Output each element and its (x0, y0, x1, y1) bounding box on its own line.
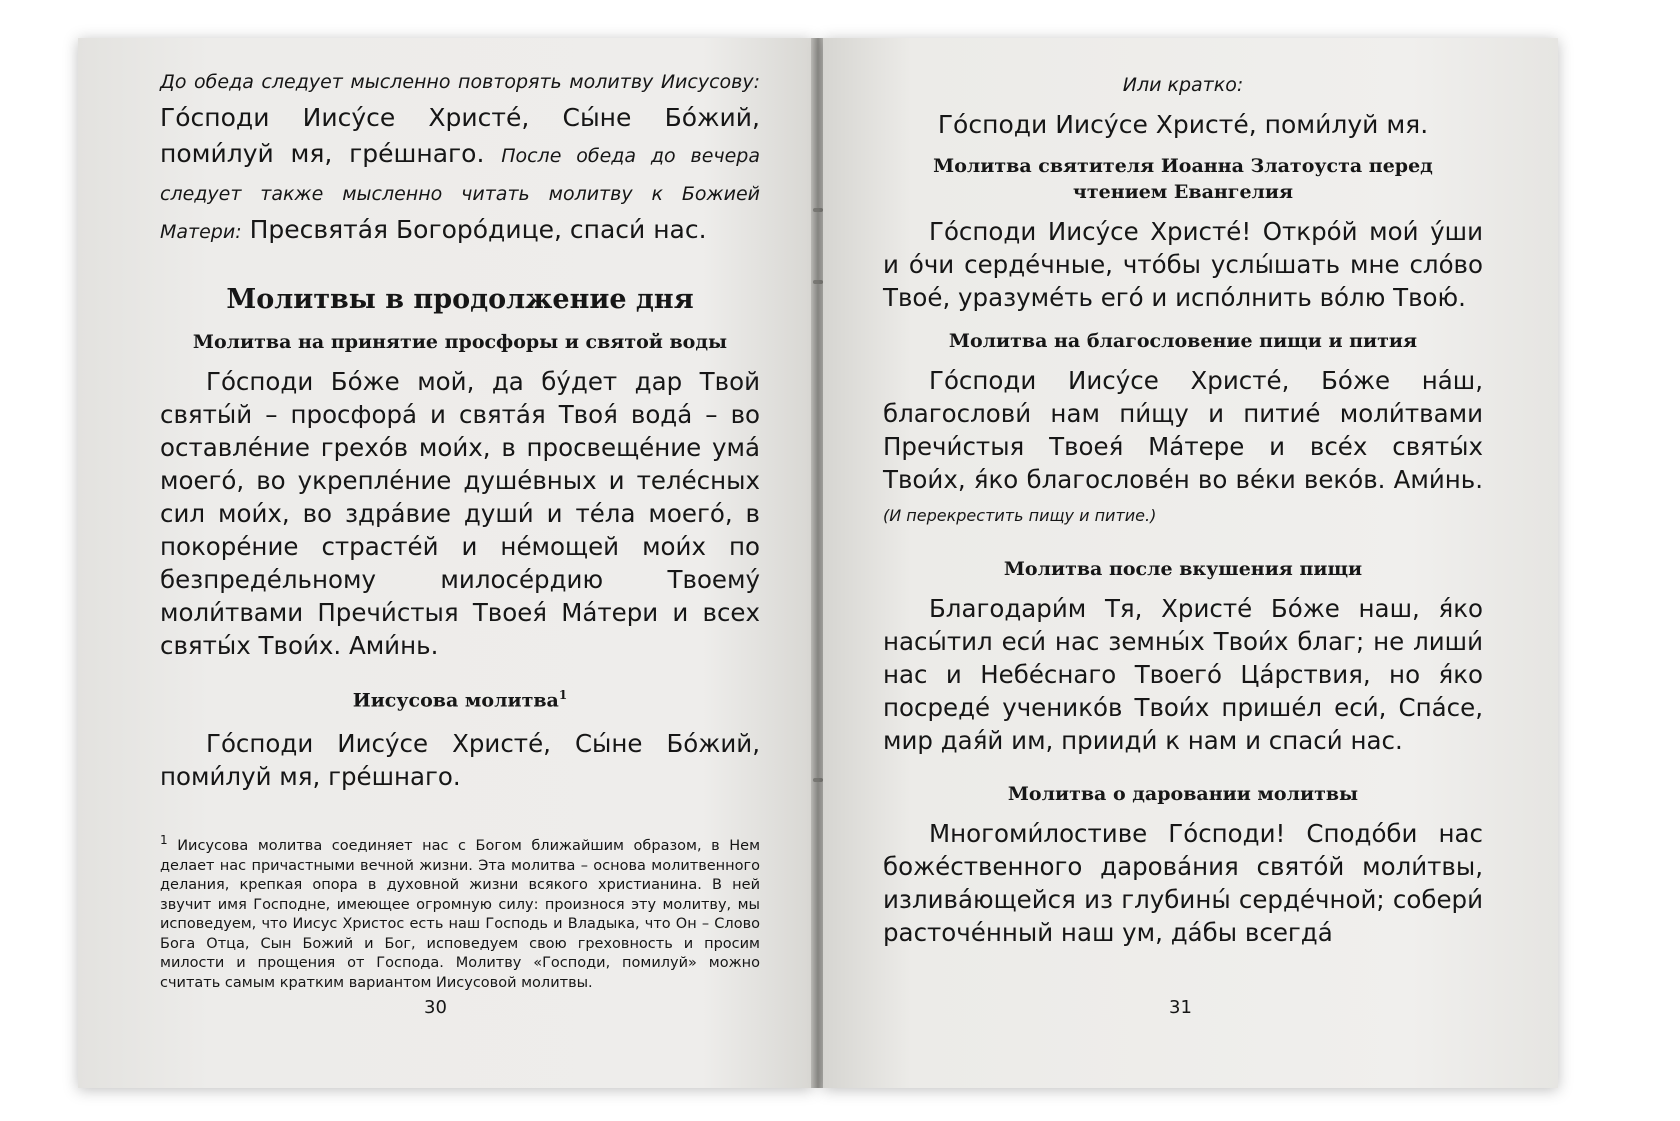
prosphora-prayer-title: Молитва на принятие просфоры и святой воды (192, 331, 728, 353)
left-page (78, 38, 813, 1088)
food-prayer-note: (И перекрестить пищу и питие.) (883, 506, 1157, 525)
food-prayer-text (883, 364, 1483, 532)
intro-italic-2: После обеда до вечера следует также мысленно читать молитву к Божией Матери: (160, 145, 761, 243)
left-page-content (160, 62, 760, 993)
after-food-prayer-title: Молитва после вкушения пищи (1003, 558, 1363, 580)
footnote-reference: 1 (558, 688, 568, 702)
food-prayer-title: Молитва на благословение пищи и пития (948, 330, 1418, 352)
intro-prayer-1: Го́споди Иису́се Христе́, Сы́не Бо́жий, поми́луй мя, гре́шнаго. (160, 103, 760, 168)
intro-paragraph (160, 62, 760, 250)
staple-bottom (813, 778, 823, 782)
gospel-prayer-title: Молитва святителя Иоанна Златоуста перед чтением Евангелия (933, 155, 1433, 203)
section-title: Молитвы в продолжение дня (226, 284, 694, 315)
jesus-prayer-text: Го́споди Иису́се Христе́, Сы́не Бо́жий, поми́луй мя, гре́шнаго. (160, 729, 760, 792)
after-food-prayer-text: Благодари́м Тя, Христе́ Бо́же наш, я́ко насы́тил еси́ нас земны́х Твои́х благ; не лиши́ нас и Небе́снаго Твоего́ Ца́рствия, но я́ко посреде́ ученико́в Твои́х прише́л еси́, Спа́се, мир дая́й им, прииди́ к нам и спаси́ нас. (883, 594, 1483, 755)
jesus-prayer-title (160, 682, 760, 713)
jesus-prayer-title-text: Иисусова молитва (352, 689, 559, 712)
right-page-content (883, 62, 1483, 949)
prosphora-prayer-text: Го́споди Бо́же мой, да бу́дет дар Твой святы́й – просфора́ и свята́я Твоя́ вода́ – во оставле́ние грехо́в мои́х, в просвеще́ние ума́ моего́, во укрепле́ние душе́вных и теле́сных сил мои́х, во здра́вие души́ и те́ла моего́, в покоре́ние страсте́й и не́мощей мои́х по безпреде́льному милосе́рдию Твоему́ моли́твами Пречи́стыя Твоея́ Ма́тери и всех святы́х Твои́х. Ами́нь. (160, 367, 760, 660)
footnote-mark: 1 (160, 833, 168, 848)
open-booklet (78, 38, 1558, 1088)
footnote-text: Иисусова молитва соединяет нас с Богом ближайшим образом, в Нем делает нас причастными вечной жизни. Эта молитва – основа молитвенного делания, крепкая опора в духовной жизни всякого христианина. В ней звучит имя Господне, имеющее огромную силу: произнося эту молитву, мы исповедуем, что Иисус Христос есть наш Господь и Владыка, что Он – Слово Бога Отца, Сын Божий и Бог, исповедуем свою греховность и просим милости и прощения от Господа. Молитву «Господи, помилуй» можно считать самым кратким вариантом Иисусовой молитвы. (160, 838, 761, 991)
page-number-right: 31 (1169, 997, 1192, 1018)
short-prayer: Го́споди Иису́се Христе́, поми́луй мя. (937, 110, 1429, 139)
page-number-left: 30 (424, 997, 447, 1018)
staple-middle (813, 280, 823, 284)
intro-prayer-2: Пресвята́я Богоро́дице, спаси́ нас. (249, 215, 707, 244)
footnote (160, 831, 760, 993)
gift-prayer-title: Молитва о даровании молитвы (1007, 783, 1359, 805)
intro-italic-1: До обеда следует мысленно повторять молитву Иисусову: (160, 71, 760, 93)
gospel-prayer-text: Го́споди Иису́се Христе́! Откро́й мои́ у́ши и о́чи серде́чные, что́бы услы́шать мне сло́во Твое́, уразуме́ть его́ и испо́лнить во́лю Твою́. (883, 217, 1483, 312)
food-prayer-body: Го́споди Иису́се Христе́, Бо́же на́ш, благослови́ нам пи́щу и питие́ моли́твами Пречи́стыя Твоея́ Ма́тере и все́х святы́х Твои́х, я́ко благослове́н во ве́ки веко́в. Ами́нь. (883, 366, 1483, 494)
right-page (823, 38, 1558, 1088)
staple-top (813, 208, 823, 212)
or-briefly-label: Или кратко: (1122, 74, 1244, 96)
gift-prayer-text: Многоми́лостиве Го́споди! Сподо́би нас боже́ственного дарова́ния свято́й моли́твы, излива́ющейся из глубины́ серде́чной; собери́ расточе́нный наш ум, да́бы всегда́ (883, 819, 1483, 947)
